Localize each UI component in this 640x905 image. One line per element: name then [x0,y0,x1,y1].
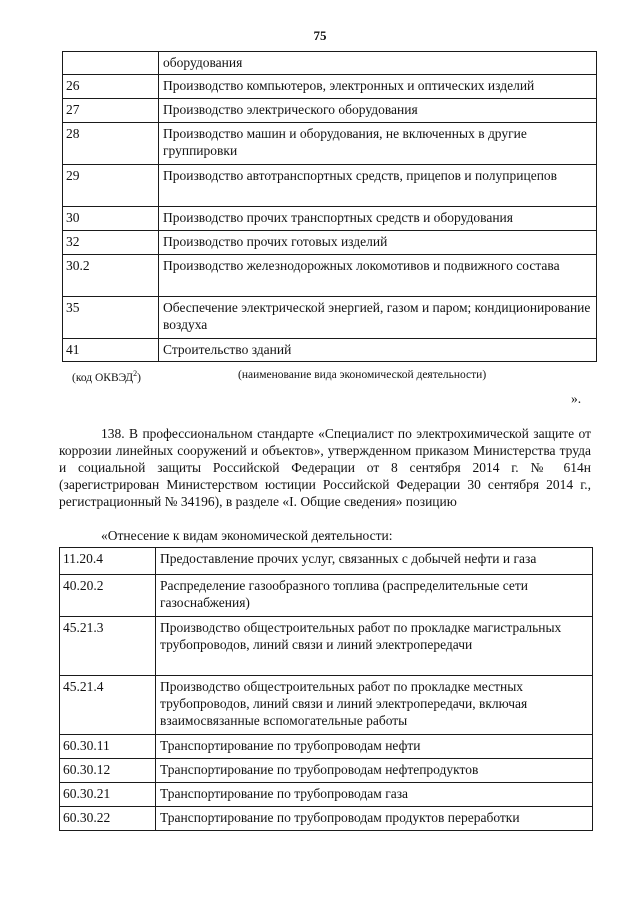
okved-table-2 [59,547,593,831]
okved-code-caption-prefix: (код ОКВЭД [72,371,134,384]
activity-name-cell: Распределение газообразного топлива (распределительные сети газоснабжения) [156,575,593,617]
okved-code-cell: 60.30.22 [60,807,156,831]
table-row [60,807,593,831]
table-row [63,99,597,123]
okved-code-cell: 11.20.4 [60,548,156,575]
position-intro: «Отнесение к видам экономической деятельности: [101,528,393,543]
table-row [63,123,597,165]
okved-code-cell: 60.30.21 [60,783,156,807]
okved-code-cell: 29 [63,165,159,207]
activity-name-cell: Производство компьютеров, электронных и оптических изделий [159,75,597,99]
table-row [63,339,597,362]
page-number: 75 [313,28,327,43]
activity-name-cell: Производство прочих готовых изделий [159,231,597,255]
okved-code-cell: 40.20.2 [60,575,156,617]
activity-name-cell: Строительство зданий [159,339,597,362]
activity-name-cell: Транспортирование по трубопроводам нефти [156,735,593,759]
activity-name-cell: Транспортирование по трубопроводам газа [156,783,593,807]
table-row [63,75,597,99]
table-row [63,52,597,75]
okved-code-cell: 45.21.4 [60,676,156,735]
table-row [63,255,597,297]
table-row [63,231,597,255]
okved-code-cell: 26 [63,75,159,99]
activity-name-cell: Производство общестроительных работ по прокладке магистральных трубопроводов, линий связи и линий электропередачи [156,617,593,676]
okved-code-cell: 60.30.12 [60,759,156,783]
table-row [60,735,593,759]
activity-name-cell: Транспортирование по трубопроводам продуктов переработки [156,807,593,831]
activity-name-caption: (наименование вида экономической деятельности) [238,369,487,381]
okved-code-cell [63,52,159,75]
activity-name-cell: Транспортирование по трубопроводам нефтепродуктов [156,759,593,783]
okved-code-cell: 30.2 [63,255,159,297]
table-row [60,617,593,676]
table-row [60,548,593,575]
okved-code-cell: 45.21.3 [60,617,156,676]
okved-code-cell: 27 [63,99,159,123]
activity-name-cell: Производство электрического оборудования [159,99,597,123]
activity-name-cell: Производство общестроительных работ по прокладке местных трубопроводов, линий связи и линий электропередачи, включая взаимосвязанные вспомогательные работы [156,676,593,735]
closing-quote: ». [571,391,582,406]
okved-code-cell: 41 [63,339,159,362]
okved-code-cell: 60.30.11 [60,735,156,759]
table-row [63,207,597,231]
table-row [60,575,593,617]
activity-name-cell: оборудования [159,52,597,75]
okved-code-cell: 32 [63,231,159,255]
footnote-marker: 2 [133,369,138,378]
table-row [63,165,597,207]
activity-name-cell: Предоставление прочих услуг, связанных с добычей нефти и газа [156,548,593,575]
activity-name-cell: Производство железнодорожных локомотивов и подвижного состава [159,255,597,297]
activity-name-cell: Производство автотранспортных средств, прицепов и полуприцепов [159,165,597,207]
activity-name-cell: Производство машин и оборудования, не включенных в другие группировки [159,123,597,165]
table-row [63,297,597,339]
activity-name-cell: Обеспечение электрической энергией, газом и паром; кондиционирование воздуха [159,297,597,339]
table-row [60,759,593,783]
okved-code-caption-suffix: ) [137,371,141,384]
okved-code-cell: 30 [63,207,159,231]
okved-code-cell: 28 [63,123,159,165]
okved-code-caption [72,369,141,384]
okved-code-cell: 35 [63,297,159,339]
activity-name-cell: Производство прочих транспортных средств и оборудования [159,207,597,231]
okved-table-1 [62,51,597,362]
table-row [60,676,593,735]
amendment-paragraph: 138. В профессиональном стандарте «Специалист по электрохимической защите от коррозии линейных сооружений и объектов», утвержденном приказом Министерства труда и социальной защиты Российской Федерации от 8 сентября 2014 г. № 614н (зарегистрирован Министерством юстиции Российской Федерации 30 сентября 2014 г., регистрационный № 34196), в разделе «I. Общие сведения» позицию [59,426,591,509]
table-row [60,783,593,807]
